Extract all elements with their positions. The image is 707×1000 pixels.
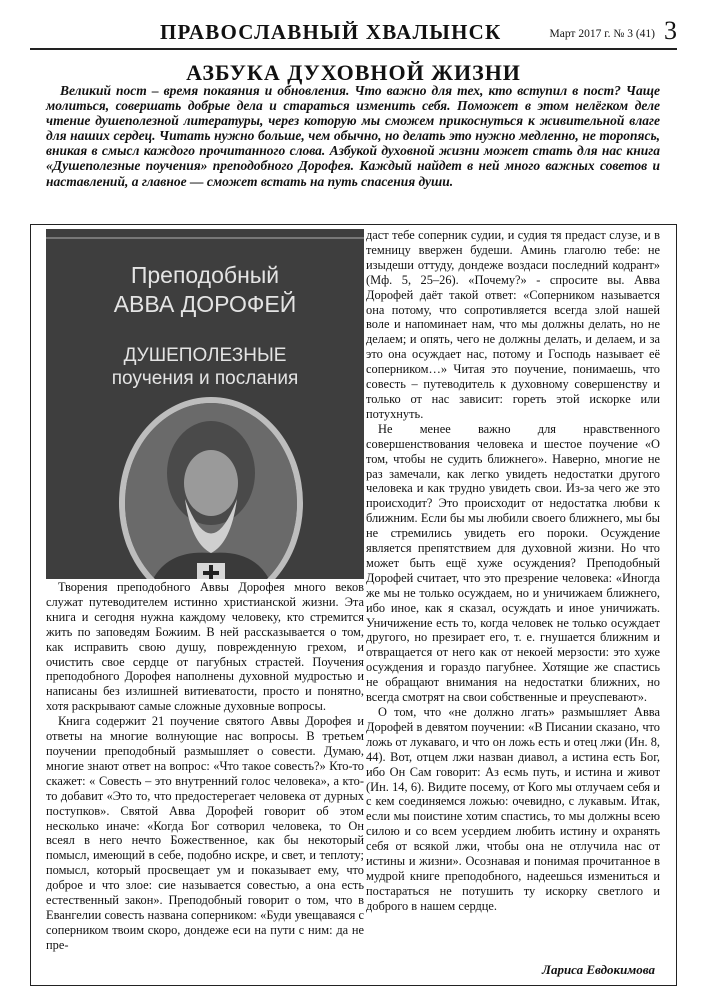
saint-portrait-oval xyxy=(119,397,303,579)
article-column-right xyxy=(366,228,660,914)
paragraph: Творения преподобного Аввы Дорофея много веков служат путеводителем истинно христианской жизни. Эта книга и сегодня нужна каждому человеку, кто стремится жить по заповедям Божиим. В ней рассказывается о том, как исправить свою душу, поврежденную грехом, и очистить свое сердце от пагубных страстей. Поучения преподобного Дорофея наполнены духовной мудростью и написаны без излишней витиеватости, просто и понятно, хотя раскрывают самые сложные духовные вопросы. xyxy=(46,580,364,714)
article-title: АЗБУКА ДУХОВНОЙ ЖИЗНИ xyxy=(186,60,521,85)
paragraph: даст тебе соперник судии, и судия тя предаст слузе, и в темницу ввержен будеши. Аминь глаголю тебе: не изыдеши оттуду, дондеже воздаси последний кодрант» (Мф. 5, 25–26). «Почему?» - спросите вы. Авва Дорофей даёт такой ответ: «Соперником называется она потому, что сопротивляется всегда злой нашей воле и напоминает нам, что мы должны делать, но не делаем; и опять, чего не должны делать, и делаем, и за это она осуждает нас, потому и Господь называет её соперником…» Читая это поучение, понимаешь, что совесть – путеводитель к духовному совершенству и только от нас зависит: гореть этой искоркe или потухнуть. xyxy=(366,228,660,421)
page-header xyxy=(30,14,677,50)
newspaper-masthead: ПРАВОСЛАВНЫЙ ХВАЛЫНСК xyxy=(160,20,502,44)
cover-title-line1: Преподобный xyxy=(130,262,280,288)
cover-title-line2: АВВА ДОРОФЕЙ xyxy=(113,291,297,317)
page-number: 3 xyxy=(664,16,677,45)
issue-date: Март 2017 г. № 3 (41) xyxy=(549,28,655,40)
paragraph: Не менее важно для нравственного совершенствования человека и шестое поучение «О том, чтобы не судить ближнего». Наверно, многие не раз замечали, как легко увидеть недостатки другого человека и как трудно увидеть свои. Из-за чего же это происходит? Это происходит от недостатка любви к ближним. Если бы мы любили своего ближнего, мы бы не стремились увидеть его пороки. Осуждение является препятствием для духовной жизни. Но что может быть ещё хуже осуждения? Преподобный Дорофей считает, что это презрение человека: «Иногда же мы не только осуждаем, но и уничижаем ближнего, ибо иное, как я сказал, осуждать и иное уничижать. Уничижение есть то, когда человек не только осуждает другого, но презирает его, т. е. гнушается ближним и отвращается от него как от некоей мерзости: это хуже осуждения и гораздо пагубнее. Хотящие же спастись не обращают внимания на недостатки ближних, но всегда смотрят на свои собственные и преуспевают». xyxy=(366,421,660,705)
cover-subtitle-line2: поучения и послания xyxy=(111,368,299,389)
cover-subtitle-line1: ДУШЕПОЛЕЗНЫЕ xyxy=(123,345,287,366)
cover-band xyxy=(46,237,364,239)
cover-title xyxy=(46,261,364,319)
saint-portrait-icon xyxy=(125,403,297,579)
article-author: Лариса Евдокимова xyxy=(542,962,655,977)
paragraph: Книга содержит 21 поучение святого Аввы Дорофея и ответы на многие волнующие нас вопросы. В третьем поучении преподобный размышляет о совести. Думаю, многие знают ответ на вопрос: «Что такое совесть?» Кто-то скажет: « Совесть – это внутренний голос человека», а кто-то добавит «Это то, что предостерегает человека от дурных поступков». Святой Авва Дорофей говорит об этом несколько иначе: «Когда Бог сотворил человека, то Он всеял в него нечто Божественное, как бы некоторый помысл, имеющий в себе, подобно искре, и свет, и теплоту; помысл, который просвещает ум и показывает ему, что доброе и что злое: сие называется совестью, а она есть естественный закон». Преподобный говорит о том, что в Евангелии совесть названа соперником: «Буди увещаваяся с соперником твоим скоро, дондеже еси на пути с ним: да не пре- xyxy=(46,714,364,952)
article-lead: Великий пост – время покаяния и обновления. Что важно для тех, кто вступил в пост? Чаще молиться, совершать добрые дела и стараться изменить себя. Поможет в этом нелёгком деле чтение душеполезной литературы, через которую мы сможем прикоснуться к живительной влаге для наших сердец. Читать нужно больше, чем обычно, но делать это нужно медленно, не торопясь, вникая в смысл каждого прочитанного слова. Азбукой духовной жизни может стать для нас книга «Душеполезные поучения» преподобного Дорофея. Каждый найдет в ней много важных советов и наставлений, а главное — сможет встать на путь спасения души. xyxy=(46,83,660,189)
paragraph: О том, что «не должно лгать» размышляет Авва Дорофей в девятом поучении: «В Писании сказано, что ложь от лукаваго, и что он ложь есть и отец лжи (Ин. 8, 44). Вот, отцем лжи назван диавол, а истина есть Бог, ибо Он Сам говорит: Аз есмь путь, и истина и живот (Ин. 14, 6). Видите посему, от Кого мы отлучаем себя и с кем соединяемся ложью: очевидно, с лукавым. Итак, если мы поистине хотим спастись, то мы должны всею силою и со всем усердием любить истину и охранять себя от всякой лжи, чтобы она не отлучила нас от истины и жизни». Осознавая и понимая прочитанное в мудрой книге преподобного, надеешься измениться и постараться не потушить ту искорку светлого и доброго в нашем сердце. xyxy=(366,705,660,913)
book-cover-image xyxy=(46,229,364,579)
article-column-left xyxy=(46,580,364,953)
cover-subtitle xyxy=(46,344,364,390)
